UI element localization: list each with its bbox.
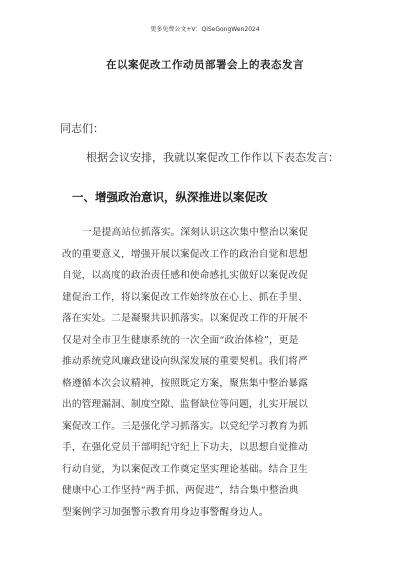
body-line: 手，在强化党员干部明纪守纪上下功夫，以思想自觉推动 <box>62 442 308 453</box>
body-line: 行动自觉，为以案促改工作奠定坚实理论基础。结合卫生 <box>62 463 308 475</box>
body-line: 出的管理漏洞、制度空隙、监督缺位等问题，扎实开展以 <box>62 399 308 410</box>
body-line: 型案例学习加强警示教育用身边事警醒身边人。 <box>62 506 269 518</box>
intro-paragraph: 根据会议安排，我就以案促改工作作以下表态发言： <box>86 151 339 164</box>
body-paragraph <box>62 222 362 523</box>
body-line: 一是提高站位抓落实。深刻认识这次集中整治以案促 <box>82 227 309 238</box>
document-title: 在以案促改工作动员部署会上的表态发言 <box>106 59 304 71</box>
body-line: 改的重要意义，增强开展以案促改工作的政治自觉和思想 <box>62 248 308 260</box>
body-line: 建促治工作，将以案促改工作始终放在心上、抓在手里、 <box>62 291 308 303</box>
body-line: 案促改工作。三是强化学习抓落实。以党纪学习教育为抓 <box>62 420 308 432</box>
body-line: 自觉，以高度的政治责任感和使命感扎实做好以案促改促 <box>62 270 308 281</box>
body-line: 健康中心工作坚持“两手抓、两促进”，结合集中整治典 <box>62 485 299 496</box>
header-note: 更多免费公文+V：QiSeGongWen2024 <box>150 26 260 33</box>
body-line: 仅是对全市卫生健康系统的一次全面“政治体检”，更是 <box>62 334 299 346</box>
section-heading: 一、增强政治意识，纵深推进以案促改 <box>72 190 268 204</box>
salutation: 同志们： <box>60 122 104 135</box>
body-line: 推动系统党风廉政建设向纵深发展的重要契机。我们将严 <box>62 356 308 367</box>
body-line: 格遵循本次会议精神，按照既定方案，聚焦集中整治暴露 <box>62 377 308 389</box>
body-line: 落在实处。二是凝聚共识抓落实。以案促改工作的开展不 <box>62 313 308 324</box>
